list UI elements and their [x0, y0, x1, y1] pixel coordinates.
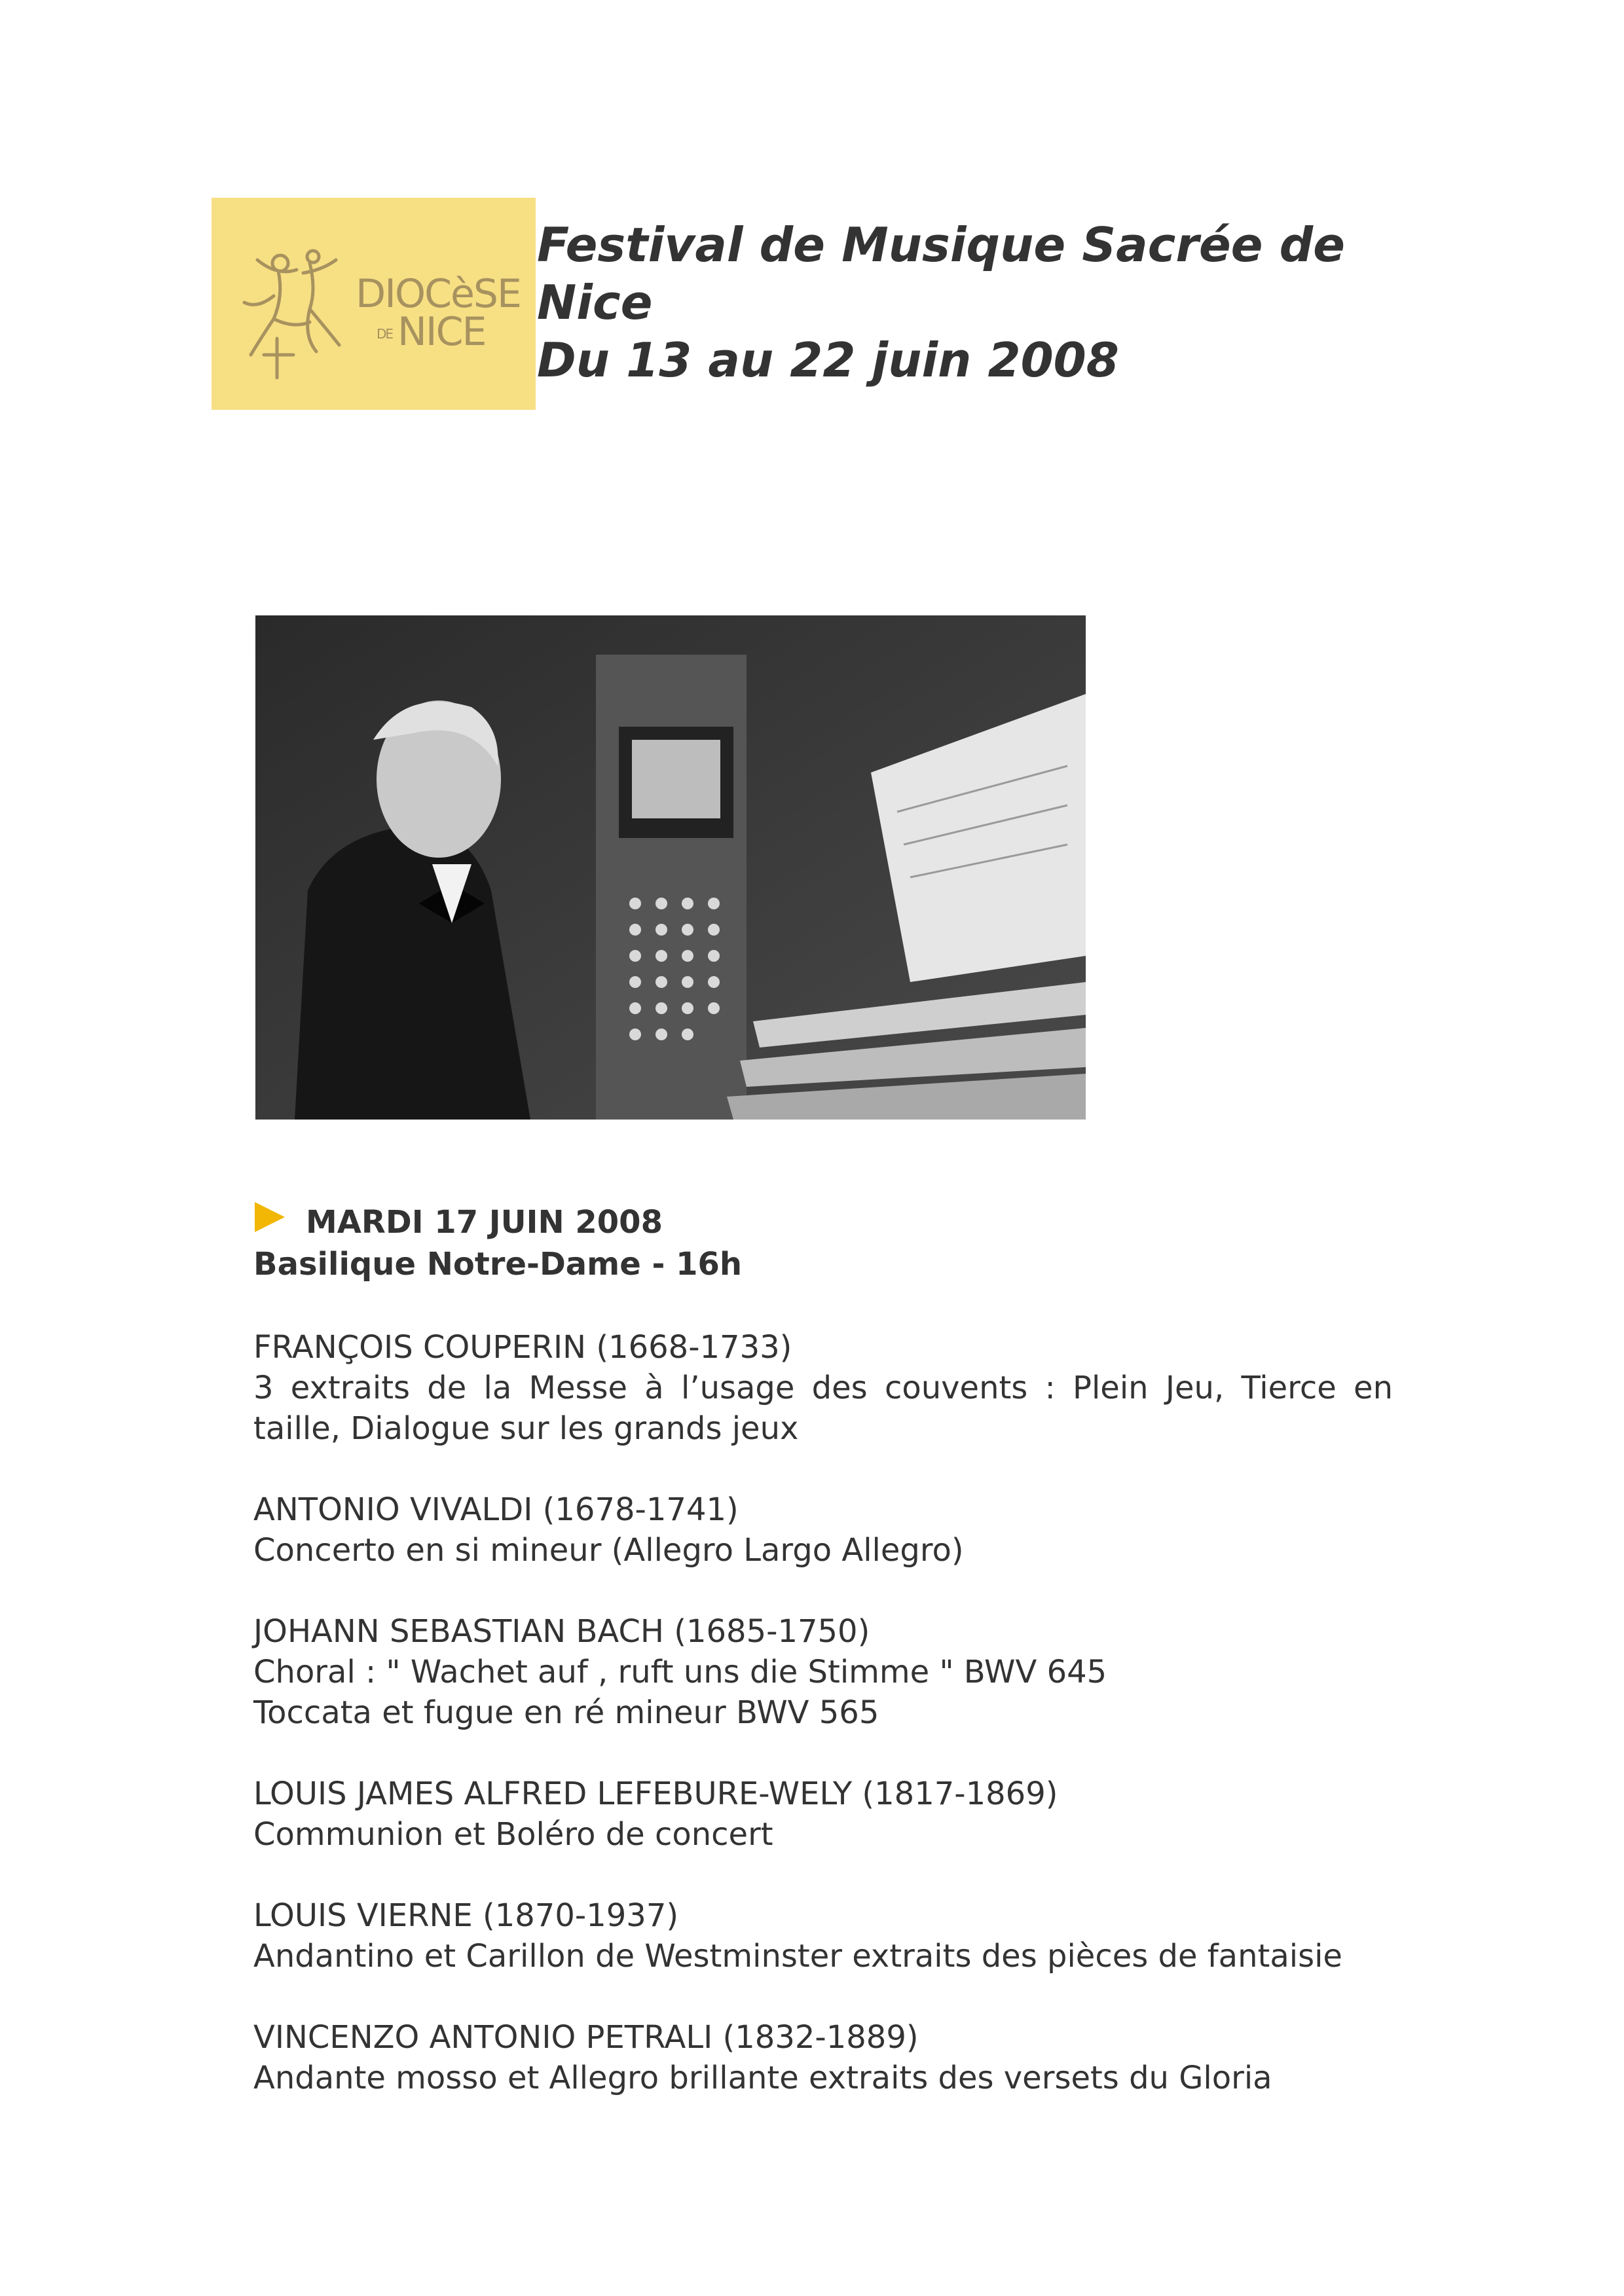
diocese-logo [212, 198, 536, 410]
work: Communion et Boléro de concert [253, 1816, 773, 1853]
work: Choral : " Wachet auf , ruft uns die Stimme " BWV 645 [253, 1654, 1107, 1690]
organist-photo [255, 615, 1086, 1120]
festival-title [537, 216, 1454, 389]
logo-text [356, 271, 529, 355]
work: 3 extraits de la Messe à l’usage des couvents : Plein Jeu, Tierce en taille, Dialogue sur les grands jeux [253, 1370, 1393, 1447]
program-item [253, 1895, 1393, 1977]
title-line-2: Nice [537, 275, 653, 330]
program-item [253, 1327, 1393, 1449]
work: Andante mosso et Allegro brillante extraits des versets du Gloria [253, 2060, 1272, 2096]
program-item [253, 2017, 1393, 2098]
composer: LOUIS JAMES ALFRED LEFEBURE-WELY (1817-1869) [253, 1776, 1058, 1812]
composer: LOUIS VIERNE (1870-1937) [253, 1897, 679, 1934]
logo-line2-small: DE [377, 326, 393, 342]
logo-line2: NICE [397, 309, 486, 355]
program-item [253, 1611, 1393, 1733]
concert-date-line [253, 1201, 1393, 1243]
program-item [253, 1774, 1393, 1855]
concert-venue: Basilique Notre-Dame - 16h [253, 1246, 743, 1283]
program-item [253, 1489, 1393, 1571]
work: Concerto en si mineur (Allegro Largo Allegro) [253, 1532, 964, 1569]
composer: ANTONIO VIVALDI (1678-1741) [253, 1491, 739, 1528]
concert-date: MARDI 17 JUIN 2008 [306, 1204, 663, 1241]
composer: FRANÇOIS COUPERIN (1668-1733) [253, 1329, 792, 1366]
concert-section [253, 1201, 1393, 2139]
title-line-1: Festival de Musique Sacrée de [537, 217, 1345, 272]
logo-line1: DIOCèSE [356, 271, 521, 317]
program-list [253, 1327, 1393, 2098]
organ-photo-image [255, 615, 1086, 1120]
title-line-3: Du 13 au 22 juin 2008 [537, 333, 1119, 388]
work: Andantino et Carillon de Westminster extraits des pièces de fantaisie [253, 1938, 1342, 1975]
composer: VINCENZO ANTONIO PETRALI (1832-1889) [253, 2019, 919, 2056]
composer: JOHANN SEBASTIAN BACH (1685-1750) [253, 1613, 870, 1650]
arrow-right-icon [253, 1201, 286, 1233]
work: Toccata et fugue en ré mineur BWV 565 [253, 1694, 879, 1731]
